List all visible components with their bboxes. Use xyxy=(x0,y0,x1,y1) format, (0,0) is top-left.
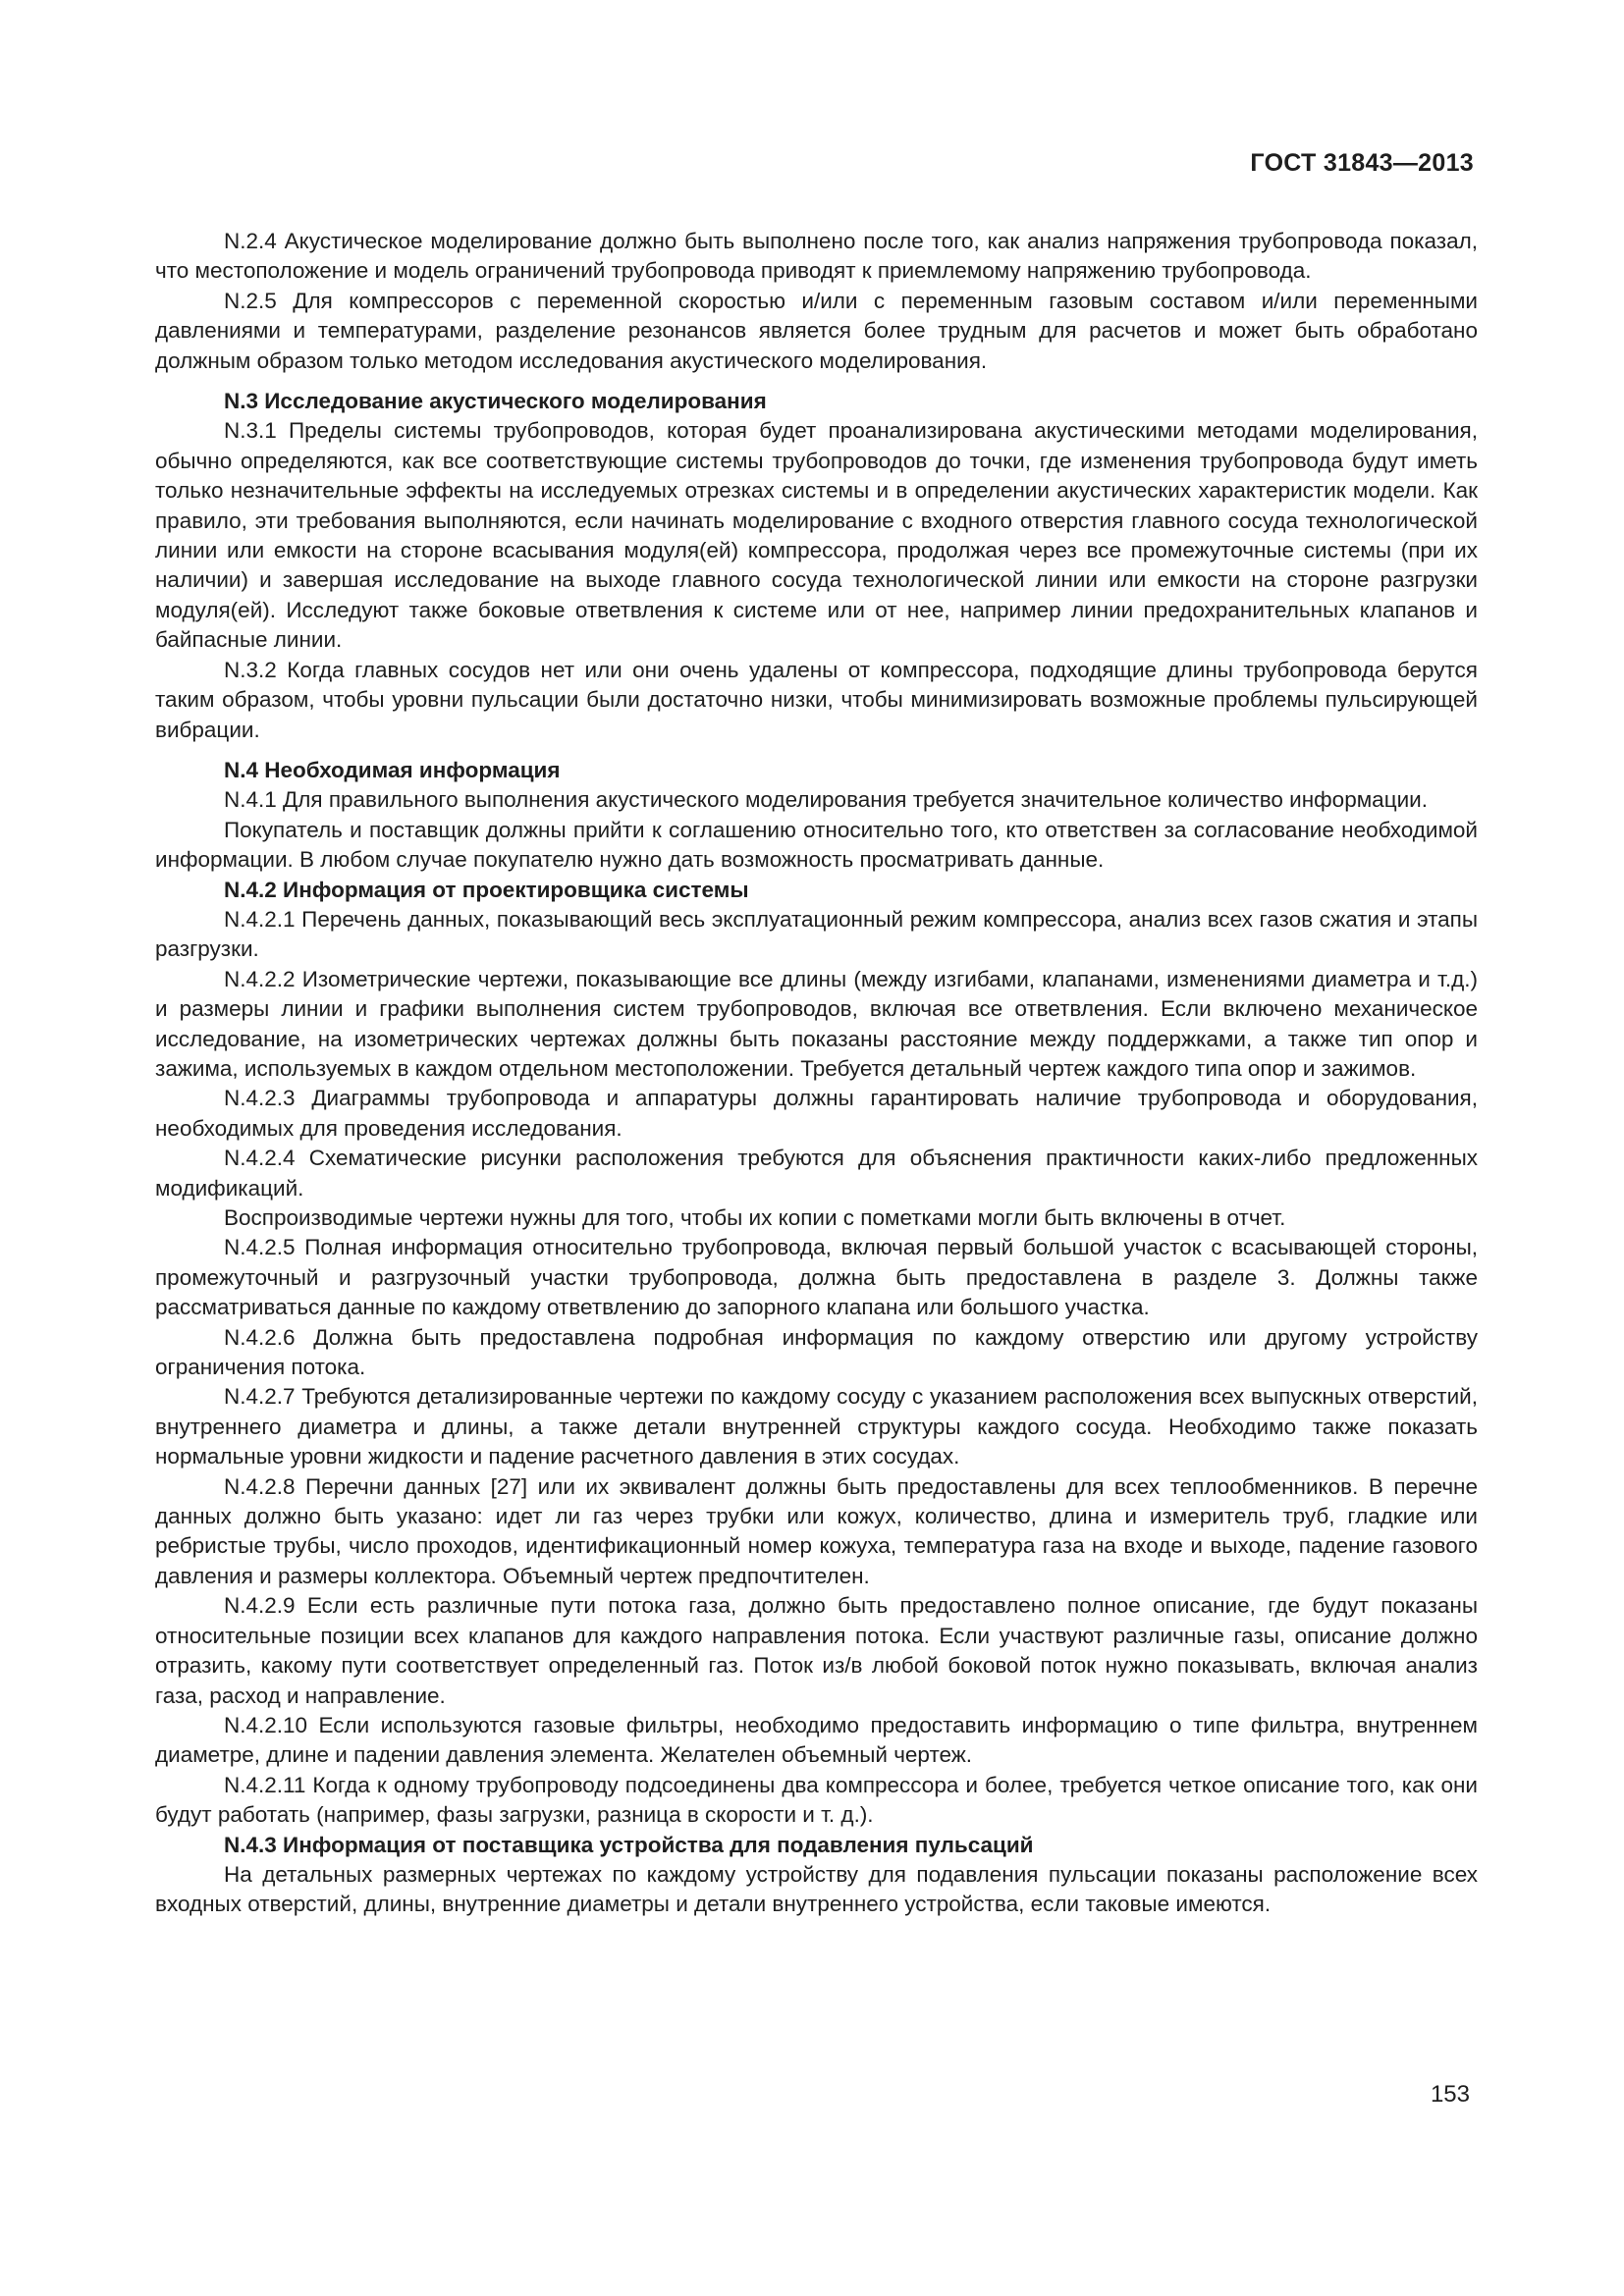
paragraph: N.4.2.8 Перечни данных [27] или их эквивалент должны быть предоставлены для всех теплообменников. В перечне данных должно быть указано: идет ли газ через трубки или кожух, количество, длина и измеритель труб, гладкие или ребристые трубы, число проходов, идентификационный номер кожуха, температура газа на входе и выходе, падение газового давления и размеры коллектора. Объемный чертеж предпочтителен. xyxy=(155,1473,1478,1588)
standard-header: ГОСТ 31843—2013 xyxy=(1250,149,1474,177)
paragraph: N.4.2.10 Если используются газовые фильтры, необходимо предоставить информацию о типе фильтра, внутреннем диаметре, длине и падении давления элемента. Желателен объемный чертеж. xyxy=(155,1712,1478,1768)
paragraph: N.4.2.9 Если есть различные пути потока газа, должно быть предоставлено полное описание, где будут показаны относительные позиции всех клапанов для каждого направления потока. Если участвуют различные газы, описание должно отразить, какому пути соответствует определенный газ. Поток из/в любой боковой поток нужно показывать, включая анализ газа, расход и направление. xyxy=(155,1593,1478,1708)
paragraph: Воспроизводимые чертежи нужны для того, чтобы их копии с пометками могли быть включены в отчет. xyxy=(224,1205,1286,1230)
paragraph: N.4.2.4 Схематические рисунки расположения требуются для объяснения практичности каких-либо предложенных модификаций. xyxy=(155,1146,1478,1201)
document-body xyxy=(155,227,1478,1920)
section-heading: N.4.2 Информация от проектировщика системы xyxy=(224,877,749,902)
paragraph: На детальных размерных чертежах по каждому устройству для подавления пульсации показаны расположение всех входных отверстий, длины, внутренние диаметры и детали внутреннего устройства, если таковые имеются. xyxy=(155,1861,1478,1917)
paragraph: N.4.2.6 Должна быть предоставлена подробная информация по каждому отверстию или другому устройству ограничения потока. xyxy=(155,1324,1478,1380)
paragraph: N.4.2.7 Требуются детализированные чертежи по каждому сосуду с указанием расположения всех выпускных отверстий, внутреннего диаметра и длины, а также детали внутренней структуры каждого сосуда. Необходимо также показать нормальные уровни жидкости и падение расчетного давления в этих сосудах. xyxy=(155,1384,1478,1469)
paragraph: Покупатель и поставщик должны прийти к соглашению относительно того, кто ответствен за согласование необходимой информации. В любом случае покупателю нужно дать возможность просматривать данные. xyxy=(155,817,1478,873)
paragraph: N.4.2.2 Изометрические чертежи, показывающие все длины (между изгибами, клапанами, изменениями диаметра и т.д.) и размеры линии и графики выполнения систем трубопроводов, включая все ответвления. Если включено механическое исследование, на изометрических чертежах должны быть показаны расстояние между поддержками, а также тип опор и зажима, используемых в каждом отдельном местоположении. Требуется детальный чертеж каждого типа опор и зажимов. xyxy=(155,966,1478,1081)
paragraph: N.4.1 Для правильного выполнения акустического моделирования требуется значительное количество информации. xyxy=(224,787,1428,813)
paragraph: N.4.2.5 Полная информация относительно трубопровода, включая первый большой участок с всасывающей стороны, промежуточный и разгрузочный участки трубопровода, должна быть предоставлена в разделе 3. Должны также рассматриваться данные по каждому ответвлению до запорного клапана или большого участка. xyxy=(155,1235,1478,1320)
section-heading: N.4 Необходимая информация xyxy=(224,757,561,782)
paragraph: N.2.5 Для компрессоров с переменной скоростью и/или с переменным газовым составом и/или переменными давлениями и температурами, разделение резонансов является более трудным для расчетов и может быть обработано должным образом только методом исследования акустического моделирования. xyxy=(155,288,1478,373)
section-heading: N.3 Исследование акустического моделирования xyxy=(224,389,767,414)
section-heading: N.4.3 Информация от поставщика устройства для подавления пульсаций xyxy=(224,1832,1034,1857)
paragraph: N.3.2 Когда главных сосудов нет или они очень удалены от компрессора, подходящие длины трубопровода берутся таким образом, чтобы уровни пульсации были достаточно низки, чтобы минимизировать возможные проблемы пульсирующей вибрации. xyxy=(155,657,1478,742)
paragraph: N.3.1 Пределы системы трубопроводов, которая будет проанализирована акустическими методами моделирования, обычно определяются, как все соответствующие системы трубопроводов до точки, где изменения трубопровода будут иметь только незначительные эффекты на исследуемых отрезках системы и в определении акустических характеристик модели. Как правило, эти требования выполняются, если начинать моделирование с входного отверстия главного сосуда технологической линии или емкости на стороне всасывания модуля(ей) компрессора, продолжая через все промежуточные системы (при их наличии) и завершая исследование на выходе главного сосуда технологической линии или емкости на стороне разгрузки модуля(ей). Исследуют также боковые ответвления к системе или от нее, например линии предохранительных клапанов и байпасные линии. xyxy=(155,418,1478,653)
paragraph: N.2.4 Акустическое моделирование должно быть выполнено после того, как анализ напряжения трубопровода показал, что местоположение и модель ограничений трубопровода приводят к приемлемому напряжению трубопровода. xyxy=(155,229,1478,284)
paragraph: N.4.2.1 Перечень данных, показывающий весь эксплуатационный режим компрессора, анализ всех газов сжатия и этапы разгрузки. xyxy=(155,906,1478,962)
paragraph: N.4.2.3 Диаграммы трубопровода и аппаратуры должны гарантировать наличие трубопровода и оборудования, необходимых для проведения исследования. xyxy=(155,1086,1478,1141)
paragraph: N.4.2.11 Когда к одному трубопроводу подсоединены два компрессора и более, требуется четкое описание того, как они будут работать (например, фазы загрузки, разница в скорости и т. д.). xyxy=(155,1772,1478,1828)
page-number: 153 xyxy=(1430,2081,1470,2108)
